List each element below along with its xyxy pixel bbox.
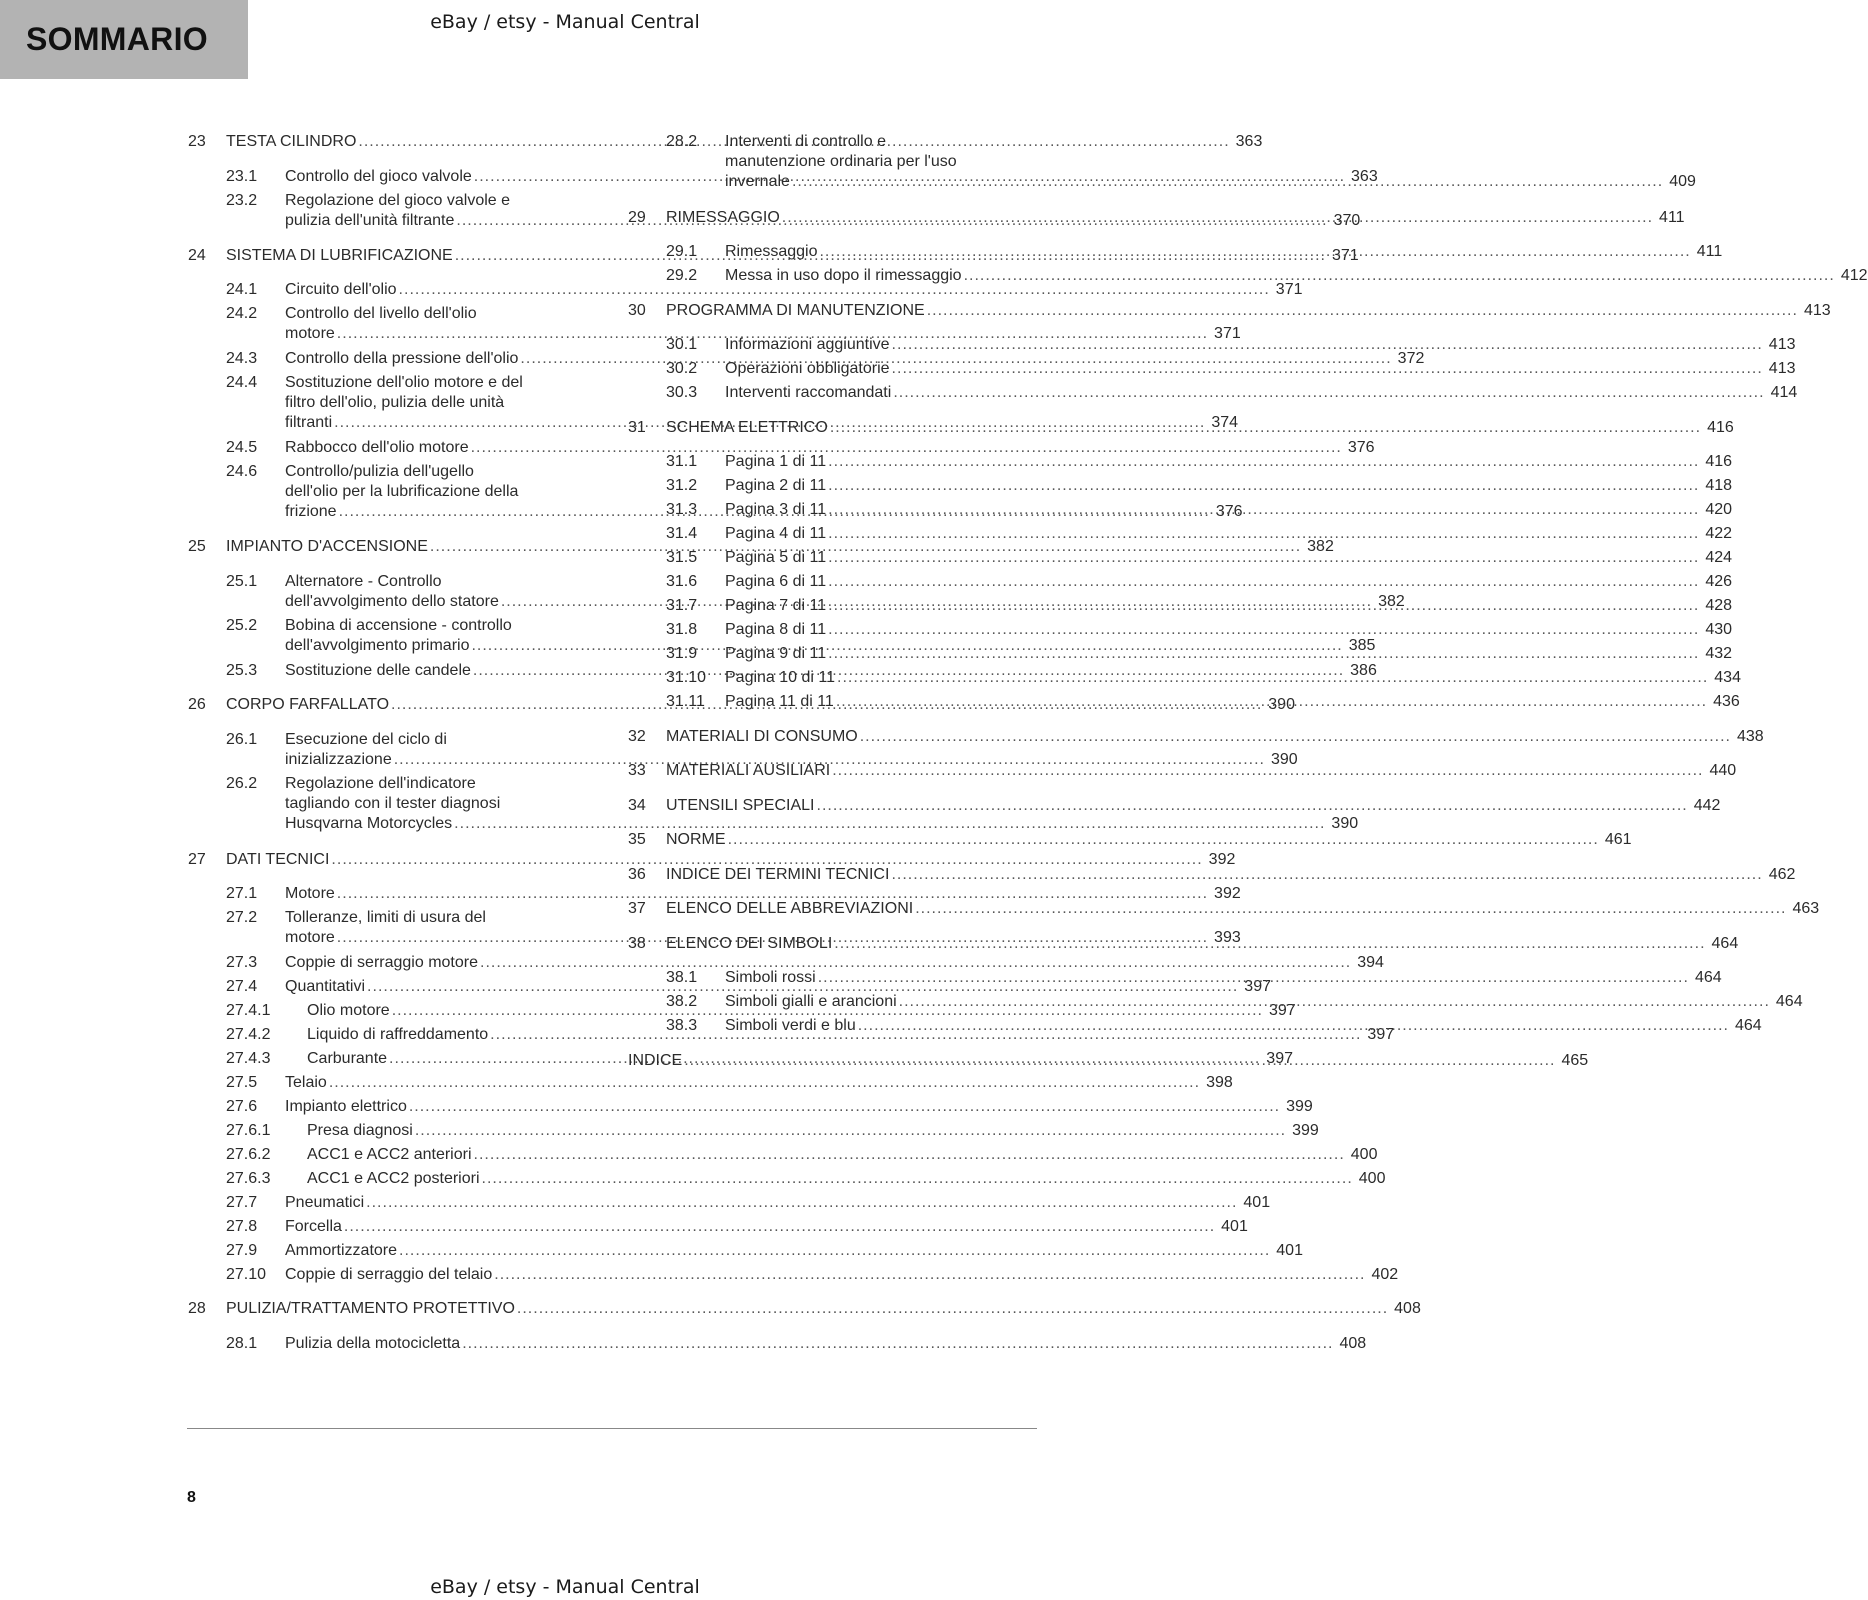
toc-entry-page: 413: [1803, 301, 1831, 319]
toc-entry-title: pulizia dell'unità filtrante: [285, 211, 455, 229]
toc-entry-title: Sostituzione delle candele: [285, 661, 471, 679]
toc-entry[interactable]: [226, 280, 1303, 300]
toc-entry-title: dell'olio per la lubrificazione della: [285, 482, 519, 500]
toc-entry-title: TESTA CILINDRO: [226, 133, 357, 150]
toc-entry-title: Presa diagnosi: [307, 1121, 413, 1139]
toc-entry-page: 400: [1350, 1145, 1378, 1163]
toc-entry-page: 461: [1604, 831, 1632, 848]
toc-entry-page: 382: [1307, 538, 1334, 555]
dot-leader: [836, 692, 1707, 712]
toc-entry-title: IMPIANTO D'ACCENSIONE: [226, 538, 428, 555]
toc-entry-number: 27: [188, 850, 206, 868]
toc-entry-page: 371: [1331, 246, 1359, 264]
toc-entry[interactable]: [226, 438, 1375, 458]
toc-entry-title: MATERIALI DI CONSUMO: [666, 727, 858, 745]
toc-entry-page: 428: [1705, 597, 1733, 614]
toc-entry-title: INDICE DEI TERMINI TECNICI: [666, 865, 890, 883]
toc-entry-page: 371: [1214, 325, 1241, 342]
dot-leader: [927, 301, 1798, 321]
dot-leader: [409, 1097, 1280, 1117]
toc-entry-title: Quantitativi: [285, 977, 366, 995]
toc-entry[interactable]: [226, 1193, 1271, 1213]
toc-entry-number: 38.3: [666, 1017, 698, 1034]
toc-entry-title: dell'avvolgimento dello statore: [285, 592, 499, 610]
toc-entry[interactable]: [188, 537, 1334, 557]
dot-leader: [828, 620, 1699, 640]
toc-entry-page: 385: [1348, 637, 1376, 654]
toc-entry-title: Interventi di controllo e: [725, 133, 886, 150]
toc-entry-number: 29.2: [666, 267, 698, 284]
toc-entry-page: 413: [1768, 360, 1796, 377]
toc-entry-title: Rimessaggio: [725, 243, 818, 260]
dot-leader: [892, 335, 1763, 355]
toc-entry-number: 27.6: [226, 1097, 258, 1115]
dot-leader: [517, 1299, 1388, 1319]
toc-entry-page: 426: [1705, 573, 1733, 590]
toc-entry-page: 386: [1350, 661, 1377, 679]
toc-entry-page: 414: [1770, 384, 1798, 401]
toc-entry-number: 23.1: [226, 167, 258, 185]
dot-leader: [828, 500, 1699, 520]
dot-leader: [462, 1334, 1333, 1354]
toc-entry-title: Motore: [285, 885, 335, 902]
toc-entry-page: 363: [1235, 133, 1263, 150]
toc-entry-title: Telaio: [285, 1073, 327, 1091]
toc-entry-page: 462: [1768, 865, 1796, 883]
toc-entry-title: Ammortizzatore: [285, 1241, 398, 1259]
toc-entry-title: INDICE: [628, 1051, 683, 1069]
toc-entry-number: 27.10: [226, 1265, 267, 1283]
toc-entry-number: 23: [188, 133, 206, 150]
dot-leader: [792, 172, 1663, 192]
toc-entry-number: 23.2: [226, 191, 258, 209]
toc-entry-page: 398: [1206, 1073, 1233, 1091]
toc-entry-page: 420: [1705, 501, 1733, 518]
toc-entry-page: 397: [1266, 1049, 1293, 1067]
toc-entry[interactable]: [226, 1217, 1248, 1237]
toc-entry-title: ELENCO DELLE ABBREVIAZIONI: [666, 900, 914, 917]
toc-entry[interactable]: [666, 266, 1868, 286]
toc-entry-title: Pagina 5 di 11: [725, 549, 827, 566]
toc-entry[interactable]: [226, 1334, 1367, 1354]
toc-entry-title: filtranti: [285, 413, 333, 431]
toc-entry-title: Interventi raccomandati: [725, 384, 892, 401]
toc-entry-number: 38: [628, 934, 646, 952]
toc-entry-number: 24.6: [226, 462, 258, 480]
toc-entry[interactable]: [666, 383, 1798, 403]
toc-entry-title: Pagina 8 di 11: [725, 621, 827, 638]
toc-entry-page: 401: [1276, 1241, 1303, 1259]
toc-entry-title: Simboli rossi: [725, 969, 816, 986]
toc-entry-page: 442: [1693, 796, 1721, 814]
toc-entry[interactable]: [226, 1265, 1399, 1285]
dot-leader: [899, 992, 1770, 1012]
toc-entry[interactable]: [628, 761, 1737, 781]
dot-leader: [832, 761, 1703, 781]
toc-entry-title: Rabbocco dell'olio motore: [285, 438, 469, 456]
toc-entry-number: 27.6.2: [226, 1145, 271, 1163]
toc-entry-title: Controllo/pulizia dell'ugello: [285, 462, 474, 480]
toc-entry-page: 464: [1734, 1017, 1762, 1034]
toc-entry[interactable]: [628, 830, 1632, 850]
toc-entry-number: 24.5: [226, 438, 258, 456]
toc-entry-title: Pagina 11 di 11: [725, 693, 834, 710]
dot-leader: [344, 1217, 1215, 1237]
toc-entry-page: 408: [1394, 1300, 1421, 1317]
toc-entry-number: 36: [628, 865, 646, 883]
toc-entry-title: tagliando con il tester diagnosi: [285, 795, 501, 812]
toc-entry-page: 392: [1208, 850, 1236, 868]
toc-entry-title: DATI TECNICI: [226, 850, 330, 868]
toc-entry-number: 31.10: [666, 669, 707, 686]
toc-entry-page: 411: [1696, 243, 1723, 260]
toc-entry-page: 402: [1371, 1265, 1399, 1283]
toc-entry-title: NORME: [666, 831, 726, 848]
toc-entry-title: Coppie di serraggio del telaio: [285, 1265, 493, 1283]
toc-entry-page: 390: [1270, 750, 1298, 768]
toc-entry-page: 399: [1286, 1097, 1313, 1115]
toc-entry-number: 28: [188, 1300, 206, 1317]
toc-entry-number: 30: [628, 301, 646, 319]
toc-entry[interactable]: [666, 548, 1733, 568]
dot-leader: [329, 1073, 1200, 1093]
dot-leader: [819, 242, 1690, 262]
toc-entry-number: 32: [628, 727, 646, 745]
toc-entry-number: 26.2: [226, 775, 258, 792]
toc-entry-title: Forcella: [285, 1217, 342, 1235]
toc-entry-page: 424: [1705, 549, 1733, 566]
toc-entry[interactable]: [188, 1299, 1421, 1319]
toc-entry-page: 413: [1768, 336, 1796, 353]
dot-leader: [858, 1016, 1729, 1036]
toc-entry-number: 29.1: [666, 243, 698, 260]
toc-entry-title: PROGRAMMA DI MANUTENZIONE: [666, 301, 925, 319]
toc-entry-number: 27.3: [226, 953, 258, 971]
toc-entry-page: 418: [1705, 477, 1733, 494]
toc-entry-page: 464: [1694, 969, 1722, 986]
toc-entry-number: 27.2: [226, 909, 258, 926]
toc-entry-number: 27.4.3: [226, 1049, 271, 1067]
toc-entry-title: Pagina 2 di 11: [725, 477, 827, 494]
toc-entry-title: SCHEMA ELETTRICO: [666, 418, 828, 436]
toc-entry[interactable]: [628, 865, 1796, 885]
toc-entry-title: Operazioni obbligatorie: [725, 360, 890, 377]
toc-entry[interactable]: [666, 476, 1733, 496]
header-watermark: eBay / etsy - Manual Central: [430, 11, 700, 33]
toc-entry-title: Pagina 10 di 11: [725, 669, 836, 686]
toc-entry-number: 31.5: [666, 549, 698, 566]
toc-entry-number: 29: [628, 208, 646, 226]
toc-entry-page: 465: [1561, 1051, 1589, 1069]
toc-entry-title: Esecuzione del ciclo di: [285, 730, 447, 748]
toc-entry-title: inizializzazione: [285, 750, 392, 768]
toc-entry-number: 27.7: [226, 1193, 258, 1211]
toc-entry-title: frizione: [285, 502, 337, 520]
dot-leader: [891, 865, 1762, 885]
toc-entry-page: 408: [1339, 1334, 1367, 1352]
toc-entry-number: 24.4: [226, 373, 258, 391]
dot-leader: [828, 596, 1699, 616]
dot-leader: [828, 524, 1699, 544]
toc-entry-title: Pagina 7 di 11: [725, 597, 827, 614]
dot-leader: [366, 1193, 1237, 1213]
dot-leader: [828, 476, 1699, 496]
toc-entry[interactable]: [188, 850, 1236, 870]
toc-entry-number: 31.2: [666, 477, 698, 494]
toc-entry-title: Impianto elettrico: [285, 1097, 407, 1115]
toc-entry-number: 37: [628, 900, 646, 917]
toc-entry[interactable]: [628, 899, 1820, 919]
toc-entry-title: Simboli gialli e arancioni: [725, 993, 897, 1010]
toc-entry-title: Pulizia della motocicletta: [285, 1334, 461, 1352]
toc-entry[interactable]: [666, 359, 1796, 379]
dot-leader: [915, 899, 1786, 919]
toc-entry-title: Pneumatici: [285, 1193, 365, 1211]
toc-entry-title: ACC1 e ACC2 anteriori: [307, 1145, 472, 1163]
toc-entry-number: 28.2: [666, 133, 698, 150]
toc-entry-title: Pagina 6 di 11: [725, 573, 827, 590]
toc-entry-title: Carburante: [307, 1049, 388, 1067]
section-title: SOMMARIO: [0, 0, 248, 79]
dot-leader: [782, 208, 1653, 228]
toc-entry[interactable]: [226, 1169, 1386, 1189]
toc-entry-title: motore: [285, 929, 335, 946]
toc-entry-number: 25.3: [226, 661, 258, 679]
toc-entry[interactable]: [226, 1097, 1313, 1117]
dot-leader: [817, 796, 1688, 816]
toc-entry-page: 376: [1215, 502, 1243, 520]
toc-entry-number: 31.9: [666, 645, 698, 662]
dot-leader: [474, 1145, 1345, 1165]
toc-entry-page: 370: [1333, 211, 1361, 229]
dot-leader: [494, 1265, 1365, 1285]
toc-entry-page: 382: [1378, 592, 1405, 610]
toc-entry-number: 27.4.1: [226, 1001, 271, 1019]
dot-leader: [684, 1051, 1555, 1071]
toc-entry-page: 416: [1707, 418, 1734, 436]
toc-entry-page: 432: [1705, 645, 1733, 662]
footer-watermark: eBay / etsy - Manual Central: [430, 1576, 700, 1598]
toc-entry[interactable]: [666, 335, 1796, 355]
toc-entry-title: Circuito dell'olio: [285, 281, 397, 298]
toc-entry[interactable]: [628, 796, 1721, 816]
toc-entry-number: 30.2: [666, 360, 698, 377]
dot-leader: [728, 830, 1599, 850]
toc-entry-page: 430: [1705, 621, 1733, 638]
toc-entry-number: 24: [188, 246, 206, 264]
toc-entry-page: 438: [1736, 727, 1764, 745]
toc-entry-number: 31.4: [666, 525, 698, 542]
toc-entry-page: 412: [1840, 267, 1868, 284]
toc-entry-page: 397: [1367, 1025, 1395, 1043]
toc-entry[interactable]: [628, 301, 1831, 321]
page-number: 8: [187, 1489, 196, 1506]
toc-entry-title: PULIZIA/TRATTAMENTO PROTETTIVO: [226, 1300, 515, 1317]
toc-entry-number: 26: [188, 696, 206, 713]
toc-entry-number: 27.6.1: [226, 1121, 271, 1139]
toc-entry-page: 400: [1358, 1169, 1386, 1187]
dot-leader: [482, 1169, 1353, 1189]
toc-entry-number: 30.1: [666, 336, 698, 353]
toc-entry-number: 34: [628, 796, 646, 814]
dot-leader: [830, 418, 1701, 438]
toc-entry[interactable]: [226, 953, 1384, 973]
toc-entry[interactable]: [666, 572, 1733, 592]
toc-entry[interactable]: [226, 1121, 1319, 1141]
toc-entry-title: Controllo della pressione dell'olio: [285, 349, 519, 367]
toc-entry-title: Liquido di raffreddamento: [307, 1025, 489, 1043]
dot-leader: [828, 644, 1699, 664]
toc-entry-page: 376: [1347, 438, 1375, 456]
footer-divider: [187, 1428, 1037, 1429]
toc-entry-title: UTENSILI SPECIALI: [666, 796, 815, 814]
toc-entry-number: 31.7: [666, 597, 698, 614]
toc-entry-page: 411: [1659, 208, 1685, 226]
dot-leader: [415, 1121, 1286, 1141]
dot-leader: [892, 359, 1763, 379]
toc-entry-number: 27.4.2: [226, 1025, 271, 1043]
toc-entry-title: dell'avvolgimento primario: [285, 637, 470, 654]
toc-entry-page: 399: [1292, 1121, 1319, 1139]
toc-entry-page: 416: [1705, 453, 1733, 470]
toc-entry-page: 374: [1211, 413, 1239, 431]
toc-entry-title: MATERIALI AUSILIARI: [666, 762, 831, 779]
toc-entry-title: invernale: [725, 173, 790, 190]
toc-entry-title: ACC1 e ACC2 posteriori: [307, 1169, 480, 1187]
toc-entry-title: filtro dell'olio, pulizia delle unità: [285, 393, 505, 411]
toc-entry-number: 31.3: [666, 501, 698, 518]
toc-entry-title: Informazioni aggiuntive: [725, 336, 890, 353]
toc-entry-title: Alternatore - Controllo: [285, 572, 442, 590]
toc-entry-number: 31.11: [666, 693, 705, 710]
toc-entry-page: 372: [1397, 349, 1425, 367]
dot-leader: [828, 548, 1699, 568]
toc-entry-number: 31: [628, 418, 646, 436]
toc-entry-number: 31.6: [666, 573, 698, 590]
toc-entry-page: 464: [1775, 993, 1803, 1010]
toc-entry-title: CORPO FARFALLATO: [226, 696, 390, 713]
dot-leader: [834, 934, 1705, 954]
toc-entry-number: 30.3: [666, 384, 698, 401]
toc-entry-page: 363: [1351, 167, 1378, 185]
toc-entry-page: 401: [1221, 1217, 1248, 1235]
toc-entry-page: 464: [1711, 934, 1739, 952]
toc-entry-title: Pagina 1 di 11: [725, 453, 827, 470]
dot-leader: [964, 266, 1835, 286]
toc-entry-title: SISTEMA DI LUBRIFICAZIONE: [226, 246, 453, 264]
toc-entry[interactable]: [666, 452, 1733, 472]
toc-entry[interactable]: [666, 524, 1733, 544]
toc-entry-page: 434: [1714, 669, 1741, 686]
toc-entry-number: 27.1: [226, 885, 258, 902]
toc-entry-title: RIMESSAGGIO: [666, 208, 780, 226]
toc-entry-title: Sostituzione dell'olio motore e del: [285, 373, 523, 391]
toc-entry-page: 436: [1713, 693, 1740, 710]
toc-entry-number: 24.2: [226, 305, 258, 322]
toc-entry-page: 401: [1243, 1193, 1271, 1211]
toc-entry-title: Pagina 9 di 11: [725, 645, 827, 662]
toc-entry-title: Messa in uso dopo il rimessaggio: [725, 267, 962, 284]
toc-entry-page: 394: [1357, 953, 1384, 971]
toc-entry-number: 28.1: [226, 1334, 258, 1352]
toc-entry-title: Controllo del livello dell'olio: [285, 305, 477, 322]
toc-entry-page: 422: [1705, 525, 1733, 542]
toc-entry-number: 24.3: [226, 349, 258, 367]
toc-entry-page: 390: [1268, 696, 1295, 713]
toc-entry-title: Husqvarna Motorcycles: [285, 815, 453, 832]
toc-entry-number: 24.1: [226, 281, 258, 298]
toc-entry-title: Coppie di serraggio motore: [285, 953, 478, 971]
toc-entry-number: 27.5: [226, 1073, 258, 1091]
dot-leader: [399, 1241, 1270, 1261]
toc-entry-number: 26.1: [226, 730, 258, 748]
toc-entry-number: 27.4: [226, 977, 258, 995]
dot-leader: [818, 968, 1689, 988]
toc-entry-title: Olio motore: [307, 1001, 390, 1019]
toc-entry[interactable]: [666, 620, 1733, 640]
toc-entry-number: 27.9: [226, 1241, 258, 1259]
toc-entry[interactable]: [226, 884, 1241, 904]
toc-entry-page: 397: [1268, 1001, 1296, 1019]
dot-leader: [828, 452, 1699, 472]
toc-entry[interactable]: [226, 1241, 1303, 1261]
toc-entry-page: 409: [1669, 173, 1696, 190]
toc-entry-title: Regolazione del gioco valvole e: [285, 191, 511, 209]
toc-entry-page: 371: [1275, 281, 1303, 298]
dot-leader: [893, 383, 1764, 403]
toc-entry-page: 440: [1709, 762, 1737, 779]
toc-entry-number: 25.2: [226, 617, 258, 634]
toc-entry-page: 393: [1214, 929, 1241, 946]
toc-entry-title: Bobina di accensione - controllo: [285, 617, 512, 634]
toc-entry-page: 397: [1244, 977, 1271, 995]
toc-entry-title: Controllo del gioco valvole: [285, 167, 472, 185]
toc-entry-title: Pagina 3 di 11: [725, 501, 827, 518]
toc-entry-page: 390: [1331, 815, 1359, 832]
dot-leader: [828, 572, 1699, 592]
dot-leader: [837, 668, 1708, 688]
toc-entry[interactable]: [226, 1145, 1378, 1165]
toc-entry-title: Tolleranze, limiti di usura del: [285, 909, 486, 926]
toc-entry-number: 33: [628, 762, 646, 779]
toc-entry-number: 31.1: [666, 453, 698, 470]
toc-entry-number: 38.1: [666, 969, 698, 986]
toc-entry-title: motore: [285, 325, 335, 342]
toc-entry[interactable]: [628, 727, 1764, 747]
toc-entry-number: 35: [628, 831, 646, 848]
toc-entry-number: 38.2: [666, 993, 698, 1010]
toc-entry[interactable]: [226, 1073, 1233, 1093]
toc-entry-number: 25.1: [226, 572, 258, 590]
toc-entry-number: 27.6.3: [226, 1169, 271, 1187]
toc-entry-title: Regolazione dell'indicatore: [285, 775, 476, 792]
toc-entry-number: 31.8: [666, 621, 698, 638]
toc-entry-title: manutenzione ordinaria per l'uso: [725, 153, 957, 170]
toc-entry-page: 392: [1214, 885, 1241, 902]
toc-entry-number: 27.8: [226, 1217, 258, 1235]
dot-leader: [860, 727, 1731, 747]
toc-entry-number: 25: [188, 538, 206, 555]
toc-entry-title: Simboli verdi e blu: [725, 1017, 856, 1034]
toc-entry-title: Pagina 4 di 11: [725, 525, 827, 542]
toc-entry-title: ELENCO DEI SIMBOLI: [666, 934, 833, 952]
toc-entry-page: 463: [1792, 900, 1820, 917]
